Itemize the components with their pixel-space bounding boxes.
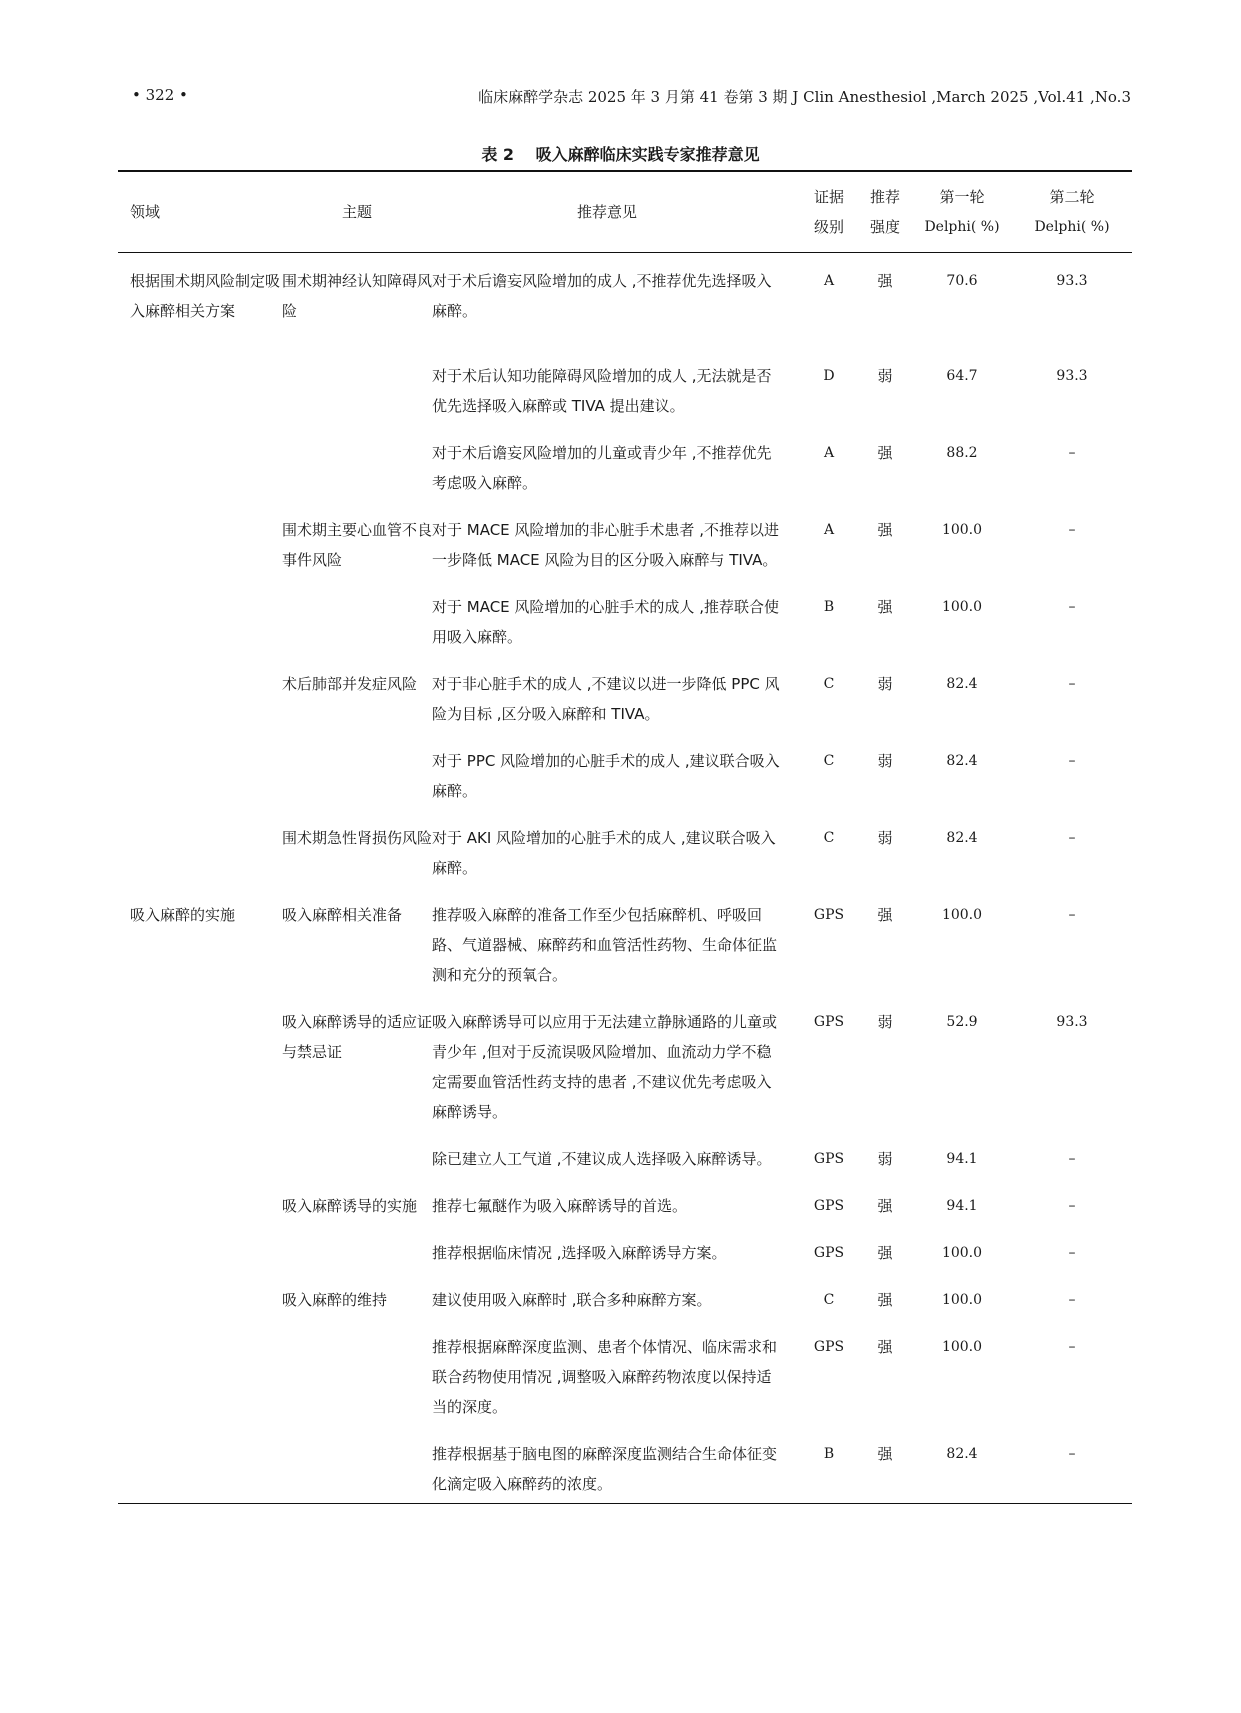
col-header-strength-line2: 强度 bbox=[869, 218, 900, 236]
cell-round2: – bbox=[1068, 1197, 1076, 1214]
cell-domain bbox=[118, 1426, 282, 1504]
cell-evidence: A bbox=[823, 273, 835, 289]
cell-recommendation: 除已建立人工气道 ,不建议成人选择吸入麻醉诱导。 bbox=[432, 1149, 772, 1168]
table-row bbox=[118, 1178, 1132, 1225]
cell-domain bbox=[118, 1319, 282, 1426]
cell-round2: – bbox=[1068, 906, 1076, 923]
cell-topic: 术后肺部并发症风险 bbox=[282, 674, 418, 693]
cell-topic: 吸入麻醉诱导的实施 bbox=[282, 1196, 418, 1215]
col-header-evidence-line2: 级别 bbox=[813, 218, 844, 236]
journal-citation: 临床麻醉学杂志 2025 年 3 月第 41 卷第 3 期 J Clin Anesthesiol ,March 2025 ,Vol.41 ,No.3 bbox=[478, 88, 1131, 106]
cell-recommendation: 对于 PPC 风险增加的心脏手术的成人 ,建议联合吸入麻醉。 bbox=[432, 751, 780, 800]
cell-strength: 弱 bbox=[877, 1012, 893, 1031]
cell-round2: 93.3 bbox=[1056, 367, 1088, 384]
cell-topic: 围术期神经认知障碍风险 bbox=[282, 272, 433, 320]
cell-evidence: GPS bbox=[813, 1197, 845, 1214]
col-header-round2-line2: Delphi( %) bbox=[1034, 219, 1110, 235]
cell-strength: 弱 bbox=[877, 1149, 893, 1168]
cell-round2: – bbox=[1068, 1445, 1076, 1462]
table-row bbox=[118, 656, 1132, 733]
col-header-evidence bbox=[800, 171, 858, 253]
cell-round2: – bbox=[1068, 1291, 1076, 1308]
col-header-round2-line1: 第二轮 bbox=[1049, 188, 1095, 206]
cell-evidence: C bbox=[823, 829, 835, 846]
cell-domain bbox=[118, 656, 282, 733]
table-caption bbox=[0, 142, 1241, 165]
cell-round1: 94.1 bbox=[946, 1150, 978, 1167]
cell-round2: – bbox=[1068, 1338, 1076, 1355]
col-header-topic: 主题 bbox=[341, 203, 372, 221]
cell-topic bbox=[282, 1225, 432, 1272]
cell-evidence: C bbox=[823, 752, 835, 769]
cell-round1: 100.0 bbox=[941, 598, 983, 615]
cell-domain bbox=[118, 733, 282, 810]
cell-domain bbox=[118, 994, 282, 1131]
cell-evidence: B bbox=[823, 598, 835, 615]
table-number: 表 2 bbox=[481, 145, 515, 164]
cell-topic bbox=[282, 579, 432, 656]
cell-evidence: GPS bbox=[813, 906, 845, 923]
col-header-round1-line2: Delphi( %) bbox=[924, 219, 1000, 235]
cell-recommendation: 对于 AKI 风险增加的心脏手术的成人 ,建议联合吸入麻醉。 bbox=[432, 828, 776, 877]
cell-evidence: C bbox=[823, 675, 835, 692]
table-row bbox=[118, 1225, 1132, 1272]
cell-round1: 52.9 bbox=[946, 1013, 978, 1030]
cell-round2: – bbox=[1068, 1244, 1076, 1261]
cell-recommendation: 对于 MACE 风险增加的心脏手术的成人 ,推荐联合使用吸入麻醉。 bbox=[432, 597, 779, 646]
table-title: 吸入麻醉临床实践专家推荐意见 bbox=[535, 145, 760, 164]
cell-strength: 强 bbox=[877, 905, 893, 924]
cell-round1: 100.0 bbox=[941, 1291, 983, 1308]
cell-strength: 强 bbox=[877, 1290, 893, 1309]
cell-round2: 93.3 bbox=[1056, 1013, 1088, 1030]
page-header bbox=[120, 86, 1131, 116]
cell-domain bbox=[118, 810, 282, 887]
cell-round1: 94.1 bbox=[946, 1197, 978, 1214]
col-header-evidence-line1: 证据 bbox=[813, 188, 844, 206]
cell-round2: – bbox=[1068, 521, 1076, 538]
cell-strength: 强 bbox=[877, 443, 893, 462]
cell-domain bbox=[118, 1225, 282, 1272]
cell-evidence: D bbox=[823, 367, 835, 384]
cell-domain bbox=[118, 348, 282, 425]
cell-domain bbox=[118, 1178, 282, 1225]
cell-round1: 70.6 bbox=[946, 273, 978, 289]
cell-round2: – bbox=[1068, 829, 1076, 846]
cell-evidence: GPS bbox=[813, 1150, 845, 1167]
cell-topic bbox=[282, 1131, 432, 1178]
col-header-round1-line1: 第一轮 bbox=[939, 188, 985, 206]
cell-strength: 强 bbox=[877, 1337, 893, 1356]
cell-strength: 弱 bbox=[877, 751, 893, 770]
cell-round1: 82.4 bbox=[946, 752, 978, 769]
cell-topic bbox=[282, 733, 432, 810]
table-row bbox=[118, 1131, 1132, 1178]
cell-strength: 强 bbox=[877, 1196, 893, 1215]
cell-round2: – bbox=[1068, 1150, 1076, 1167]
table-row bbox=[118, 425, 1132, 502]
cell-topic: 围术期主要心血管不良事件风险 bbox=[282, 520, 433, 569]
col-header-recommendation: 推荐意见 bbox=[576, 203, 637, 221]
cell-domain bbox=[118, 502, 282, 579]
table-row bbox=[118, 733, 1132, 810]
col-header-strength bbox=[858, 171, 912, 253]
cell-evidence: GPS bbox=[813, 1013, 845, 1030]
col-header-round2 bbox=[1012, 171, 1132, 253]
table-row bbox=[118, 502, 1132, 579]
col-header-strength-line1: 推荐 bbox=[869, 188, 900, 206]
cell-round2: 93.3 bbox=[1056, 273, 1088, 289]
cell-domain bbox=[118, 579, 282, 656]
cell-recommendation: 对于术后谵妄风险增加的儿童或青少年 ,不推荐优先考虑吸入麻醉。 bbox=[432, 443, 772, 492]
cell-round1: 100.0 bbox=[941, 521, 983, 538]
cell-topic: 吸入麻醉相关准备 bbox=[282, 905, 403, 924]
cell-evidence: GPS bbox=[813, 1338, 845, 1355]
table-row bbox=[118, 994, 1132, 1131]
cell-recommendation: 推荐吸入麻醉的准备工作至少包括麻醉机、呼吸回路、气道器械、麻醉药和血管活性药物、生命体征监测和充分的预氧合。 bbox=[432, 905, 778, 984]
table-row bbox=[118, 348, 1132, 425]
page-number: • 322 • bbox=[132, 86, 188, 104]
cell-topic bbox=[282, 1426, 432, 1504]
table-row bbox=[118, 1272, 1132, 1319]
cell-domain bbox=[118, 1272, 282, 1319]
cell-strength: 强 bbox=[877, 1444, 893, 1463]
cell-round2: – bbox=[1068, 675, 1076, 692]
cell-topic bbox=[282, 1319, 432, 1426]
cell-evidence: GPS bbox=[813, 1244, 845, 1261]
cell-evidence: A bbox=[823, 444, 835, 461]
cell-round2: – bbox=[1068, 752, 1076, 769]
table-row bbox=[118, 887, 1132, 994]
cell-recommendation: 推荐根据临床情况 ,选择吸入麻醉诱导方案。 bbox=[432, 1243, 727, 1262]
recommendations-table bbox=[118, 170, 1132, 1504]
cell-strength: 弱 bbox=[877, 674, 893, 693]
cell-evidence: A bbox=[823, 521, 835, 538]
cell-recommendation: 对于术后认知功能障碍风险增加的成人 ,无法就是否优先选择吸入麻醉或 TIVA 提出建议。 bbox=[432, 366, 772, 415]
cell-evidence: C bbox=[823, 1291, 835, 1308]
cell-strength: 强 bbox=[877, 1243, 893, 1262]
cell-recommendation: 推荐根据基于脑电图的麻醉深度监测结合生命体征变化滴定吸入麻醉药的浓度。 bbox=[432, 1444, 778, 1493]
cell-round1: 82.4 bbox=[946, 829, 978, 846]
cell-domain: 吸入麻醉的实施 bbox=[130, 905, 236, 924]
cell-round1: 100.0 bbox=[941, 1338, 983, 1355]
cell-topic: 围术期急性肾损伤风险 bbox=[282, 828, 433, 847]
cell-recommendation: 建议使用吸入麻醉时 ,联合多种麻醉方案。 bbox=[432, 1290, 712, 1309]
cell-round2: – bbox=[1068, 444, 1076, 461]
cell-domain bbox=[118, 425, 282, 502]
table-row bbox=[118, 253, 1132, 348]
cell-recommendation: 对于 MACE 风险增加的非心脏手术患者 ,不推荐以进一步降低 MACE 风险为目的区分吸入麻醉与 TIVA。 bbox=[432, 520, 779, 569]
cell-recommendation: 推荐根据麻醉深度监测、患者个体情况、临床需求和联合药物使用情况 ,调整吸入麻醉药物浓度以保持适当的深度。 bbox=[432, 1337, 778, 1416]
cell-round1: 64.7 bbox=[946, 367, 978, 384]
cell-recommendation: 推荐七氟醚作为吸入麻醉诱导的首选。 bbox=[432, 1196, 688, 1215]
cell-strength: 弱 bbox=[877, 366, 893, 385]
col-header-domain: 领域 bbox=[130, 203, 161, 221]
cell-round1: 100.0 bbox=[941, 1244, 983, 1261]
table-header-row bbox=[118, 171, 1132, 253]
table-row bbox=[118, 1319, 1132, 1426]
cell-strength: 强 bbox=[877, 597, 893, 616]
cell-domain: 根据围术期风险制定吸入麻醉相关方案 bbox=[130, 272, 281, 320]
cell-round1: 88.2 bbox=[946, 444, 978, 461]
cell-round1: 82.4 bbox=[946, 675, 978, 692]
cell-recommendation: 对于术后谵妄风险增加的成人 ,不推荐优先选择吸入麻醉。 bbox=[432, 272, 772, 320]
cell-strength: 弱 bbox=[877, 828, 893, 847]
table-row bbox=[118, 1426, 1132, 1504]
cell-domain bbox=[118, 1131, 282, 1178]
cell-evidence: B bbox=[823, 1445, 835, 1462]
cell-round1: 82.4 bbox=[946, 1445, 978, 1462]
col-header-round1 bbox=[912, 171, 1012, 253]
table-row bbox=[118, 579, 1132, 656]
table-row bbox=[118, 810, 1132, 887]
cell-strength: 强 bbox=[877, 272, 893, 290]
cell-topic: 吸入麻醉的维持 bbox=[282, 1290, 388, 1309]
cell-topic: 吸入麻醉诱导的适应证与禁忌证 bbox=[282, 1012, 433, 1061]
cell-round2: – bbox=[1068, 598, 1076, 615]
cell-recommendation: 对于非心脏手术的成人 ,不建议以进一步降低 PPC 风险为目标 ,区分吸入麻醉和 TIVA。 bbox=[432, 674, 780, 723]
cell-topic bbox=[282, 425, 432, 502]
cell-recommendation: 吸入麻醉诱导可以应用于无法建立静脉通路的儿童或青少年 ,但对于反流误吸风险增加、血流动力学不稳定需要血管活性药支持的患者 ,不建议优先考虑吸入麻醉诱导。 bbox=[432, 1012, 778, 1121]
cell-strength: 强 bbox=[877, 520, 893, 539]
cell-topic bbox=[282, 348, 432, 425]
cell-round1: 100.0 bbox=[941, 906, 983, 923]
